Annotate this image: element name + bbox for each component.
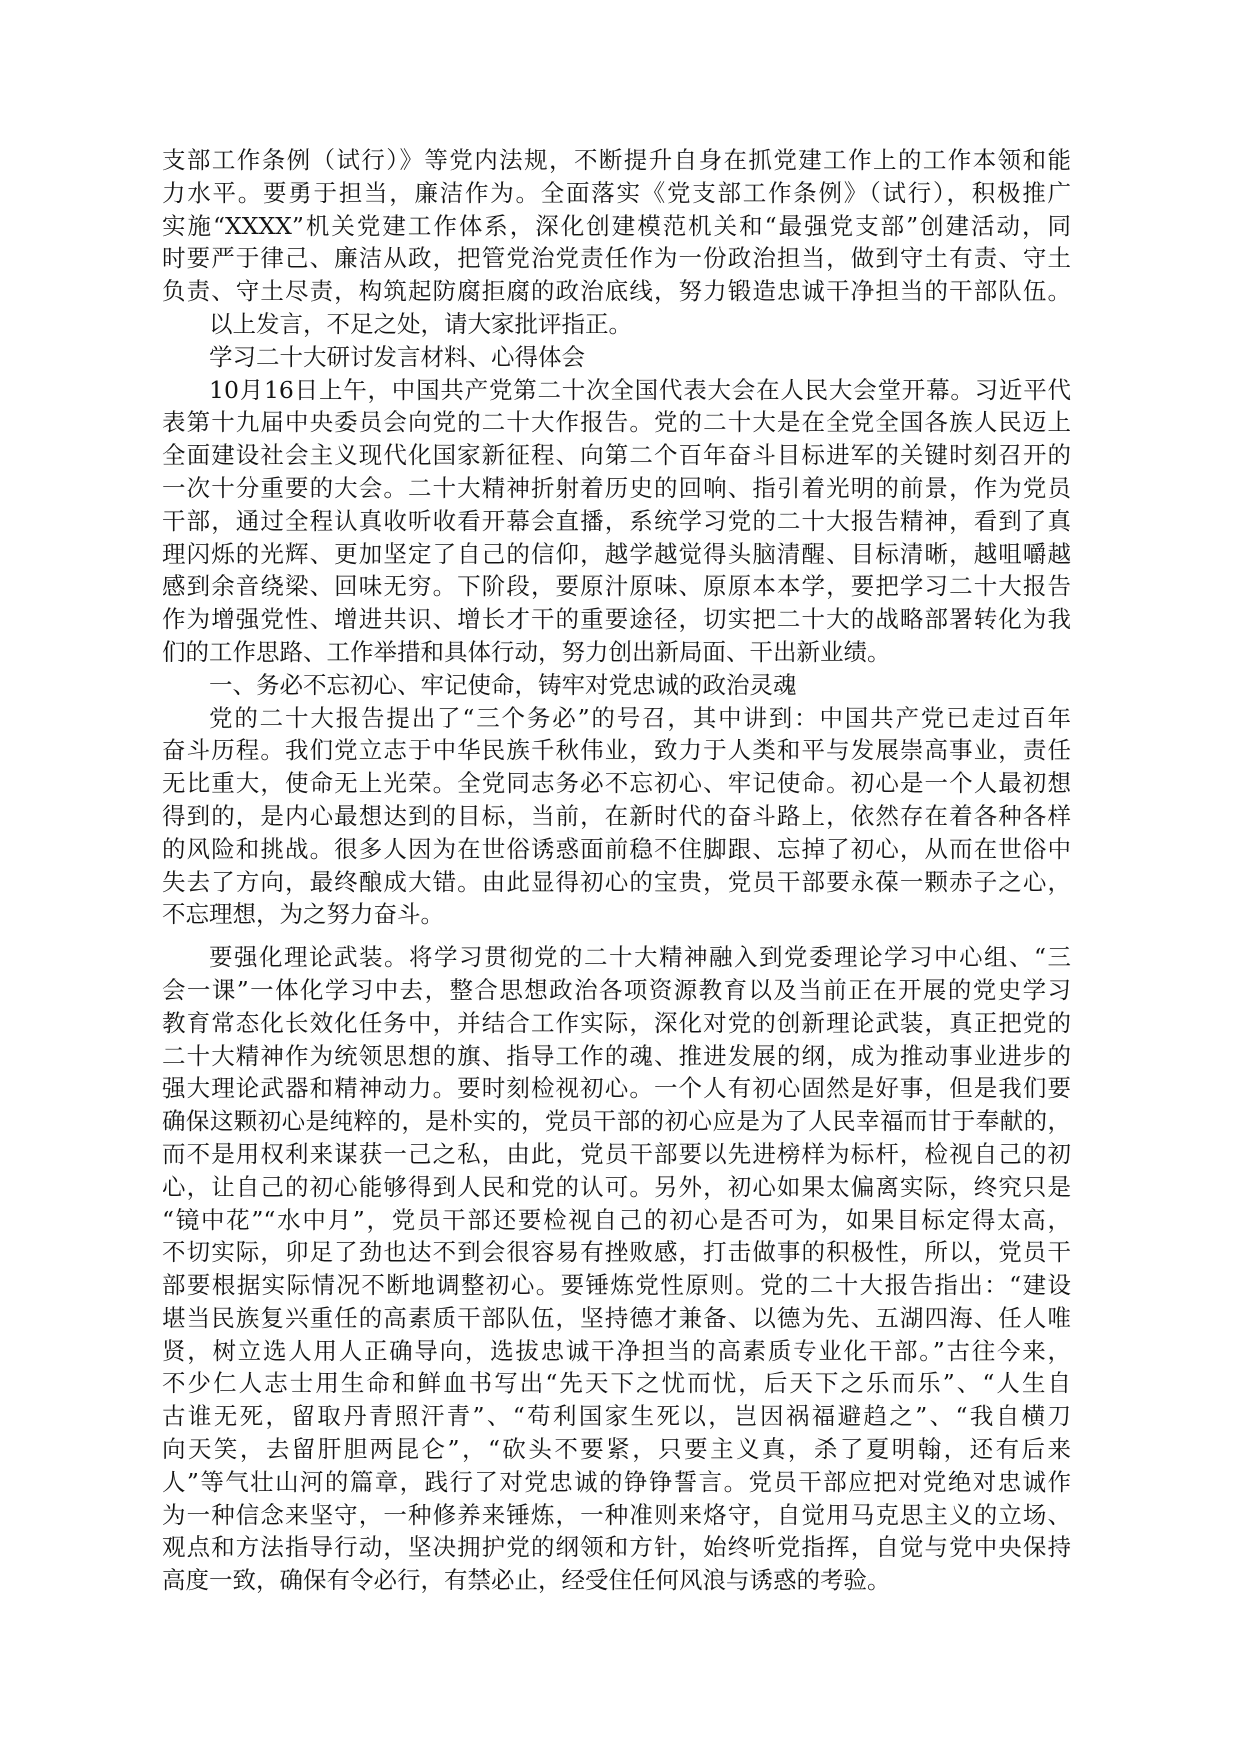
document-body bbox=[162, 144, 1071, 1597]
text-line: 部要根据实际情况不断地调整初心。要锤炼党性原则。党的二十大报告指出：“建设 bbox=[162, 1271, 1071, 1300]
paragraph-body bbox=[162, 702, 1071, 932]
text-line: 力水平。要勇于担当，廉洁作为。全面落实《党支部工作条例》（试行），积极推广 bbox=[162, 178, 1071, 207]
text-line: 得到的，是内心最想达到的目标，当前，在新时代的奋斗路上，依然存在着各种各样 bbox=[162, 801, 1071, 830]
text-line: 10月16日上午，中国共产党第二十次全国代表大会在人民大会堂开幕。习近平代 bbox=[209, 375, 1071, 404]
text-line: 会一课”一体化学习中去，整合思想政治各项资源教育以及当前正在开展的党史学习 bbox=[162, 975, 1071, 1004]
text-line: 观点和方法指导行动，坚决拥护党的纲领和方针，始终听党指挥，自觉与党中央保持 bbox=[162, 1533, 1071, 1562]
text-line: 一、务必不忘初心、牢记使命，铸牢对党忠诚的政治灵魂 bbox=[209, 670, 797, 699]
text-line: 支部工作条例（试行）》等党内法规，不断提升自身在抓党建工作上的工作本领和能 bbox=[162, 146, 1071, 174]
text-line: 感到余音绕梁、回味无穷。下阶段，要原汁原味、原原本本学，要把学习二十大报告 bbox=[162, 572, 1071, 601]
text-line: 奋斗历程。我们党立志于中华民族千秋伟业，致力于人类和平与发展崇高事业，责任 bbox=[162, 736, 1071, 765]
text-line: 实施“XXXX”机关党建工作体系，深化创建模范机关和“最强党支部”创建活动，同 bbox=[162, 211, 1071, 240]
paragraph-continuation bbox=[162, 144, 1071, 308]
text-line: 不忘理想，为之努力奋斗。 bbox=[162, 900, 444, 929]
text-line: 一次十分重要的大会。二十大精神折射着历史的回响、指引着光明的前景，作为党员 bbox=[162, 473, 1071, 502]
text-line: 高度一致，确保有令必行，有禁必止，经受住任何风浪与诱惑的考验。 bbox=[162, 1566, 891, 1595]
paragraph-body bbox=[162, 941, 1071, 1597]
text-line: 为一种信念来坚守，一种修养来锤炼，一种准则来烙守，自觉用马克思主义的立场、 bbox=[162, 1500, 1071, 1529]
text-line: 们的工作思路、工作举措和具体行动，努力创出新局面、干出新业绩。 bbox=[162, 637, 891, 666]
text-line: 理闪烁的光辉、更加坚定了自己的信仰，越学越觉得头脑清醒、目标清晰，越咀嚼越 bbox=[162, 539, 1071, 568]
text-line: 党的二十大报告提出了“三个务必”的号召，其中讲到：中国共产党已走过百年 bbox=[209, 703, 1071, 732]
text-line: 堪当民族复兴重任的高素质干部队伍，坚持德才兼备、以德为先、五湖四海、任人唯 bbox=[162, 1303, 1071, 1332]
text-line: 时要严于律己、廉洁从政，把管党治党责任作为一份政治担当，做到守土有责、守土 bbox=[162, 244, 1071, 273]
text-line: 心，让自己的初心能够得到人民和党的认可。另外，初心如果太偏离实际，终究只是 bbox=[162, 1172, 1071, 1201]
text-line: 的风险和挑战。很多人因为在世俗诱惑面前稳不住脚跟、忘掉了初心，从而在世俗中 bbox=[162, 834, 1071, 863]
text-line: 教育常态化长效化任务中，并结合工作实际，深化对党的创新理论武装，真正把党的 bbox=[162, 1008, 1071, 1037]
text-line: 贤，树立选人用人正确导向，选拔忠诚干净担当的高素质专业化干部。”古往今来， bbox=[162, 1336, 1071, 1365]
text-line: 负责、守土尽责，构筑起防腐拒腐的政治底线，努力锻造忠诚干净担当的干部队伍。 bbox=[162, 277, 1071, 306]
text-line: 二十大精神作为统领思想的旗、指导工作的魂、推进发展的纲，成为推动事业进步的 bbox=[162, 1041, 1071, 1070]
paragraph-closing-remark bbox=[162, 308, 1071, 341]
text-line: 确保这颗初心是纯粹的，是朴实的，党员干部的初心应是为了人民幸福而甘于奉献的， bbox=[162, 1107, 1071, 1136]
text-line: 向天笑，去留肝胆两昆仑”，“砍头不要紧，只要主义真，杀了夏明翰，还有后来 bbox=[162, 1435, 1071, 1464]
text-line: 全面建设社会主义现代化国家新征程、向第二个百年奋斗目标进军的关键时刻召开的 bbox=[162, 441, 1071, 470]
text-line: 无比重大，使命无上光荣。全党同志务必不忘初心、牢记使命。初心是一个人最初想 bbox=[162, 769, 1071, 798]
text-line: “镜中花”“水中月”，党员干部还要检视自己的初心是否可为，如果目标定得太高， bbox=[162, 1205, 1071, 1234]
text-line: 作为增强党性、增进共识、增长才干的重要途径，切实把二十大的战略部署转化为我 bbox=[162, 605, 1071, 634]
text-line: 以上发言，不足之处，请大家批评指正。 bbox=[209, 309, 632, 338]
text-line: 人”等气壮山河的篇章，践行了对党忠诚的铮铮誓言。党员干部应把对党绝对忠诚作 bbox=[162, 1467, 1071, 1496]
text-line: 不少仁人志士用生命和鲜血书写出“先天下之忧而忧，后天下之乐而乐”、“人生自 bbox=[162, 1369, 1071, 1398]
text-line: 强大理论武器和精神动力。要时刻检视初心。一个人有初心固然是好事，但是我们要 bbox=[162, 1074, 1071, 1103]
text-line: 学习二十大研讨发言材料、心得体会 bbox=[209, 342, 585, 371]
paragraph-intro bbox=[162, 374, 1071, 669]
text-line: 古谁无死，留取丹青照汗青”、“苟利国家生死以，岂因祸福避趋之”、“我自横刀 bbox=[162, 1402, 1071, 1431]
text-line: 表第十九届中央委员会向党的二十大作报告。党的二十大是在全党全国各族人民迈上 bbox=[162, 408, 1071, 437]
text-line: 干部，通过全程认真收听收看开幕会直播，系统学习党的二十大报告精神，看到了真 bbox=[162, 506, 1071, 535]
section-heading bbox=[162, 669, 1071, 702]
text-line: 要强化理论武装。将学习贯彻党的二十大精神融入到党委理论学习中心组、“三 bbox=[209, 943, 1071, 972]
text-line: 而不是用权利来谋获一己之私，由此，党员干部要以先进榜样为标杆，检视自己的初 bbox=[162, 1139, 1071, 1168]
text-line: 失去了方向，最终酿成大错。由此显得初心的宝贵，党员干部要永葆一颗赤子之心， bbox=[162, 867, 1071, 896]
text-line: 不切实际，卯足了劲也达不到会很容易有挫败感，打击做事的积极性，所以，党员干 bbox=[162, 1238, 1071, 1267]
section-title bbox=[162, 341, 1071, 374]
